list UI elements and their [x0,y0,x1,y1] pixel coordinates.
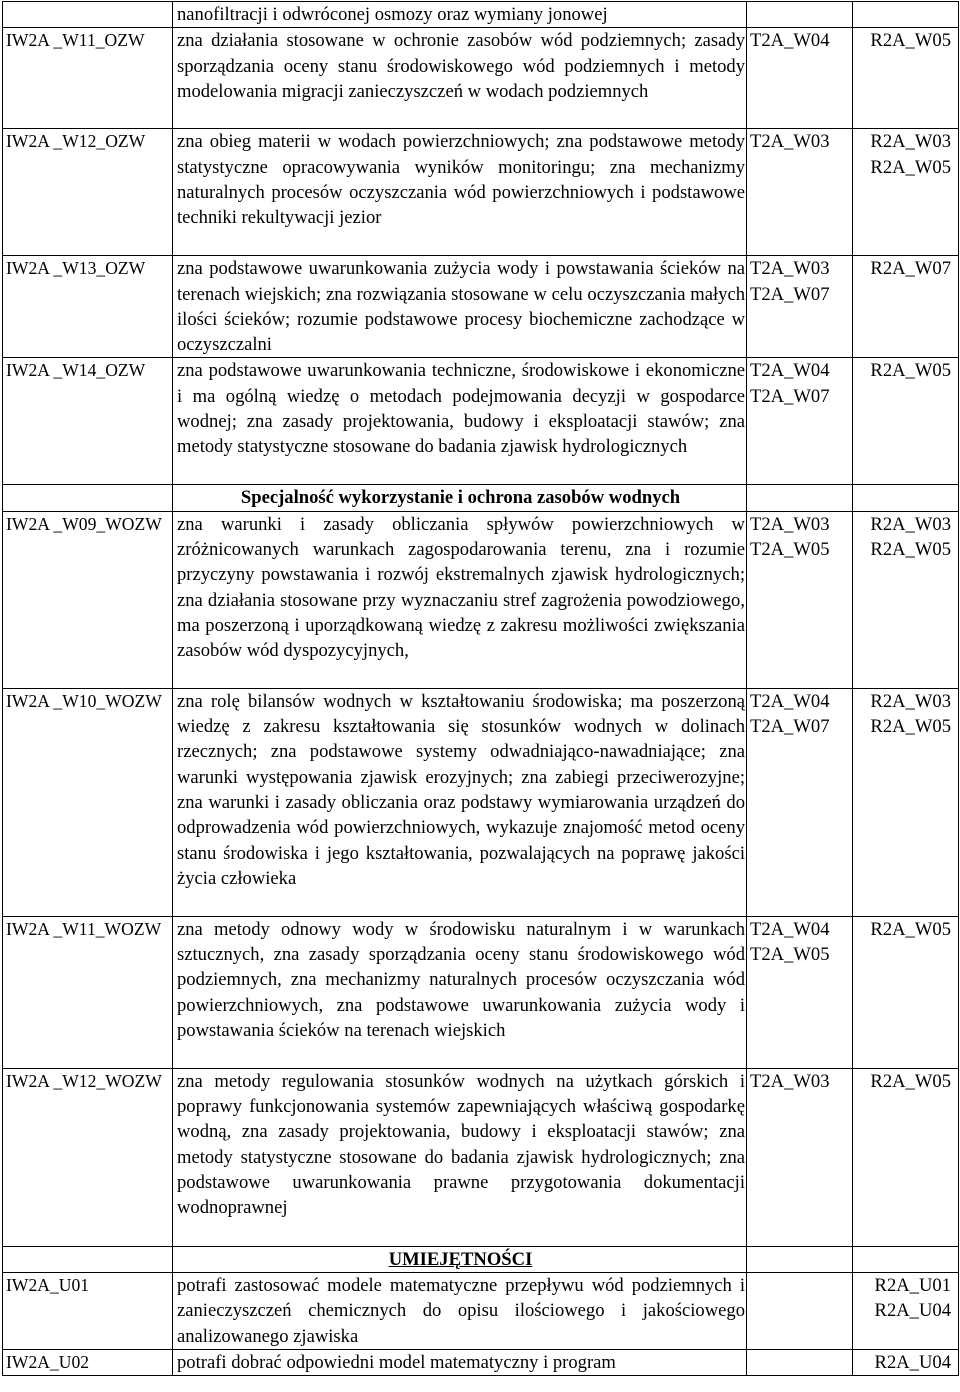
r2a-code: R2A_W03 [870,690,951,712]
r2a-reference [853,511,959,688]
outcome-description: zna działania stosowane w ochronie zasobów wód podziemnych; zasady sporządzania oceny stanu środowiskowego wód podziemnych i metody modelowania migracji zanieczyszczeń w wodach podziemnych [173,28,747,129]
table-row [3,688,959,916]
t2a-code: T2A_W04 [750,360,830,382]
r2a-reference [853,2,959,28]
outcome-description: zna warunki i zasady obliczania spływów powierzchniowych w zróżnicowanych warunkach zagospodarowania terenu, zna i rozumie przyczyny powstawania i rozwój ekstremalnych zjawisk hydrologicznych; zna działania stosowane przy wyznaczaniu stref zagrożenia powodziowego, ma poszerzoną i uporządkowaną wiedzę z zakresu możliwości zwiększania zasobów wód dyspozycyjnych, [173,511,747,688]
outcome-description: zna podstawowe uwarunkowania techniczne, środowiskowe i ekonomiczne i ma ogólną wiedzę o metodach podejmowania decyzji w gospodarce wodnej; zna zasady projektowania, budowy i eksploatacji stawów; zna metody statystyczne stosowane do badania zjawisk hydrologicznych [173,358,747,485]
t2a-reference [747,129,853,256]
section-row [3,485,959,511]
outcome-code: IW2A _W13_OZW [3,256,173,358]
t2a-reference [747,916,853,1068]
learning-outcomes-table [2,1,959,1376]
r2a-code: R2A_W07 [870,258,951,280]
r2a-code: R2A_U04 [874,1300,951,1322]
table-row [3,1068,959,1246]
table-row [3,511,959,688]
t2a-code: T2A_W03 [750,258,830,280]
r2a-code: R2A_U04 [874,1351,951,1373]
t2a-code: T2A_W05 [750,944,830,966]
outcome-code [3,2,173,28]
outcome-code: IW2A _W11_OZW [3,28,173,129]
table-row [3,358,959,485]
r2a-code: R2A_W05 [870,716,951,738]
outcome-code: IW2A _W10_WOZW [3,688,173,916]
r2a-code: R2A_W05 [870,360,951,382]
t2a-code: T2A_W07 [750,385,830,407]
table-row [3,1273,959,1350]
table-row [3,129,959,256]
outcome-code: IW2A _W12_OZW [3,129,173,256]
t2a-reference [747,1349,853,1375]
outcome-description: potrafi dobrać odpowiedni model matematyczny i program [173,1349,747,1375]
r2a-reference [853,256,959,358]
r2a-code: R2A_W05 [870,918,951,940]
t2a-reference [747,28,853,129]
table-row [3,1349,959,1375]
r2a-code: R2A_W03 [870,131,951,153]
section-row [3,1246,959,1272]
r2a-reference [853,28,959,129]
t2a-code: T2A_W04 [750,30,830,52]
outcome-description: zna rolę bilansów wodnych w kształtowaniu środowiska; ma poszerzoną wiedzę z zakresu kształtowania się stosunków wodnych w dolinach rzecznych; zna podstawowe systemy odwadniająco-nawadniające; zna warunki występowania zjawisk erozyjnych; zna zabiegi przeciwerozyjne; zna warunki i zasady obliczania oraz podstawy wymiarowania urządzeń do odprowadzenia wód powierzchniowych, wykazuje znajomość metod oceny stanu środowiska i jego kształtowania, pozwalających na poprawę jakości życia człowieka [173,688,747,916]
r2a-reference [853,916,959,1068]
t2a-reference [747,688,853,916]
r2a-code: R2A_W05 [870,539,951,561]
t2a-reference [747,1068,853,1246]
t2a-code: T2A_W07 [750,283,830,305]
r2a-reference [853,688,959,916]
outcome-description: zna metody regulowania stosunków wodnych na użytkach górskich i poprawy funkcjonowania systemów zapewniających właściwą gospodarkę wodną, zna zasady projektowania, budowy i eksploatacji stawów; zna metody statystyczne stosowane do badania zjawisk hydrologicznych; zna podstawowe uwarunkowania prawne przygotowania dokumentacji wodnoprawnej [173,1068,747,1246]
outcome-description: potrafi zastosować modele matematyczne przepływu wód podziemnych i zanieczyszczeń chemicznych do opisu ilościowego i jakościowego analizowanego zjawiska [173,1273,747,1350]
t2a-reference [747,358,853,485]
t2a-code: T2A_W04 [750,918,830,940]
t2a-reference [747,2,853,28]
outcome-code: IW2A_U01 [3,1273,173,1350]
r2a-code: R2A_W03 [870,513,951,535]
outcome-description: zna obieg materii w wodach powierzchniowych; zna podstawowe metody statystyczne opracowywania wyników monitoringu; zna mechanizmy naturalnych procesów oczyszczania wód powierzchniowych i podstawowe techniki rekultywacji jezior [173,129,747,256]
t2a-code: T2A_W03 [750,513,830,535]
t2a-code: T2A_W03 [750,131,830,153]
r2a-code: R2A_U01 [874,1275,951,1297]
outcome-code: IW2A_U02 [3,1349,173,1375]
t2a-code: T2A_W03 [750,1070,830,1092]
section-heading: Specjalność wykorzystanie i ochrona zasobów wodnych [173,485,747,511]
t2a-code: T2A_W05 [750,539,830,561]
r2a-reference [853,1273,959,1350]
table-row [3,256,959,358]
table-row [3,28,959,129]
r2a-reference [853,1068,959,1246]
outcome-code: IW2A _W09_WOZW [3,511,173,688]
t2a-code: T2A_W07 [750,716,830,738]
r2a-reference [853,1349,959,1375]
table-row [3,2,959,28]
t2a-reference [747,511,853,688]
outcome-description: nanofiltracji i odwróconej osmozy oraz wymiany jonowej [173,2,747,28]
table-row [3,916,959,1068]
r2a-code: R2A_W05 [870,156,951,178]
t2a-code: T2A_W04 [750,690,830,712]
t2a-reference [747,1273,853,1350]
section-heading: UMIEJĘTNOŚCI [173,1246,747,1272]
r2a-reference [853,358,959,485]
outcome-description: zna metody odnowy wody w środowisku naturalnym i w warunkach sztucznych, zna zasady sporządzania oceny stanu środowiskowego wód podziemnych, zna mechanizmy naturalnych procesów oczyszczania wód powierzchniowych, zna podstawowe uwarunkowania zużycia wody i powstawania ścieków na terenach wiejskich [173,916,747,1068]
outcome-code: IW2A _W14_OZW [3,358,173,485]
outcome-code: IW2A _W12_WOZW [3,1068,173,1246]
r2a-code: R2A_W05 [870,30,951,52]
r2a-code: R2A_W05 [870,1070,951,1092]
t2a-reference [747,256,853,358]
r2a-reference [853,129,959,256]
outcome-code: IW2A _W11_WOZW [3,916,173,1068]
outcome-description: zna podstawowe uwarunkowania zużycia wody i powstawania ścieków na terenach wiejskich; zna rozwiązania stosowane w celu oczyszczania małych ilości ścieków; rozumie podstawowe procesy biochemiczne zachodzące w oczyszczalni [173,256,747,358]
